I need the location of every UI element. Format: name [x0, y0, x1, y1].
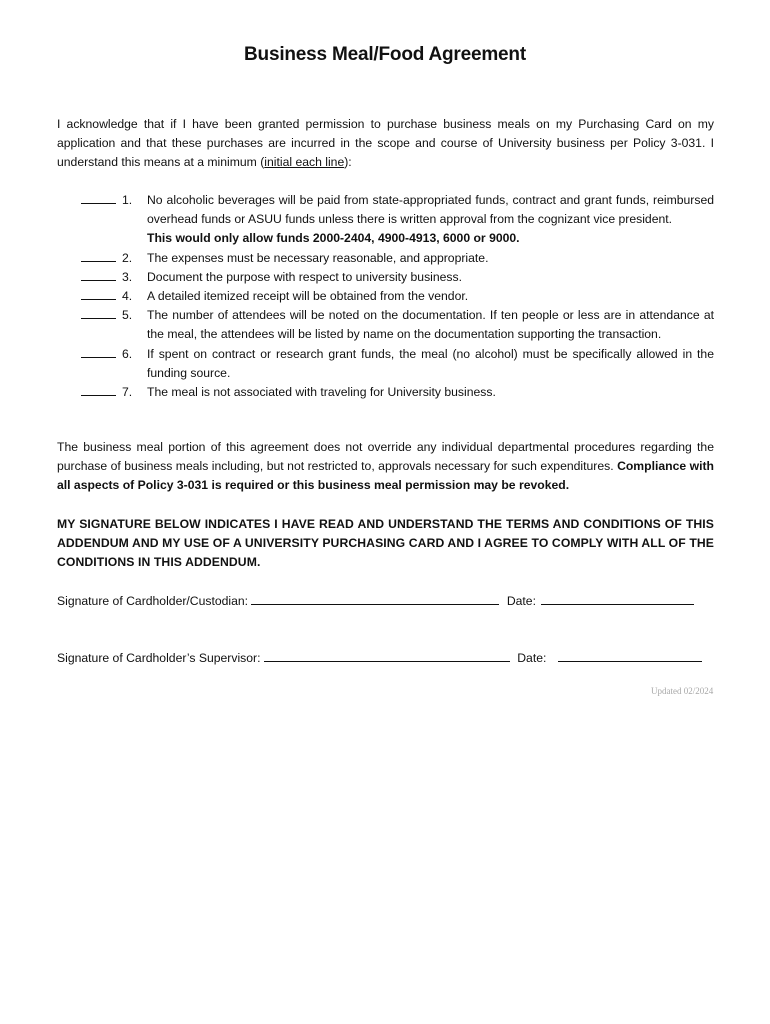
initial-line[interactable]	[81, 280, 116, 281]
intro-end: ):	[344, 155, 352, 170]
item-text: Document the purpose with respect to university business.	[147, 269, 463, 284]
cardholder-signature-row	[57, 593, 694, 608]
item-text: No alcoholic beverages will be paid from state-appropriated funds, contract and grant funds, reimbursed overhead funds or ASUU funds unless there is written approval from the cognizant vice president.	[147, 193, 714, 227]
list-item	[57, 249, 714, 268]
cardholder-signature-field[interactable]	[251, 593, 499, 605]
item-text: The expenses must be necessary reasonable, and appropriate.	[147, 250, 489, 265]
initial-line[interactable]	[81, 299, 116, 300]
item-note: This would only allow funds 2000-2404, 4900-4913, 6000 or 9000.	[147, 231, 520, 246]
agreement-list	[57, 191, 714, 402]
intro-text: I acknowledge that if I have been granted permission to purchase business meals on my Purchasing Card on my application and that these purchases are incurred in the scope and course of University business per Policy 3-031. I understand this means at a minimum (	[57, 117, 714, 170]
signature-statement: MY SIGNATURE BELOW INDICATES I HAVE READ AND UNDERSTAND THE TERMS AND CONDITIONS OF THIS ADDENDUM AND MY USE OF A UNIVERSITY PURCHASING CARD AND I AGREE TO COMPLY WITH ALL OF THE CONDITIONS IN THIS ADDENDUM.	[57, 517, 714, 570]
item-text: If spent on contract or research grant funds, the meal (no alcohol) must be specifically allowed in the funding source.	[147, 346, 714, 380]
intro-underlined-text: initial each line	[264, 155, 345, 170]
initial-line[interactable]	[81, 261, 116, 262]
supervisor-date-field[interactable]	[558, 650, 702, 662]
supervisor-signature-label: Signature of Cardholder’s Supervisor:	[57, 651, 261, 665]
cardholder-date-field[interactable]	[541, 593, 694, 605]
item-number: 5.	[122, 308, 133, 323]
item-number: 7.	[122, 385, 133, 400]
intro-paragraph	[57, 115, 714, 173]
initial-line[interactable]	[81, 203, 116, 204]
override-text: The business meal portion of this agreement does not override any individual departmental procedures regarding the purchase of business meals including, but not restricted to, approvals necessary for such expenditures.	[57, 440, 714, 474]
initial-line[interactable]	[81, 395, 116, 396]
supervisor-signature-field[interactable]	[264, 650, 510, 662]
item-number: 3.	[122, 269, 133, 284]
list-item	[57, 287, 714, 306]
item-number: 4.	[122, 289, 133, 304]
supervisor-signature-row	[57, 650, 702, 665]
item-text: A detailed itemized receipt will be obtained from the vendor.	[147, 289, 469, 304]
list-item	[57, 345, 714, 383]
list-item	[57, 306, 714, 344]
item-number: 6.	[122, 346, 133, 361]
supervisor-date-label: Date:	[517, 651, 547, 665]
cardholder-signature-label: Signature of Cardholder/Custodian:	[57, 594, 249, 608]
list-item	[57, 268, 714, 287]
compliance-text: Compliance with all aspects of Policy 3-031 is required or this business meal permission may be revoked.	[57, 459, 714, 493]
item-text: The meal is not associated with traveling for University business.	[147, 385, 496, 400]
list-item	[57, 191, 714, 249]
initial-line[interactable]	[81, 357, 116, 358]
item-text: The number of attendees will be noted on the documentation. If ten people or less are in attendance at the meal, the attendees will be listed by name on the documentation supporting the transaction.	[147, 308, 714, 342]
item-number: 1.	[122, 193, 133, 207]
updated-date: Updated 02/2024	[651, 686, 714, 696]
cardholder-date-label: Date:	[506, 594, 536, 608]
page-title: Business Meal/Food Agreement	[244, 44, 526, 65]
initial-line[interactable]	[81, 318, 116, 319]
override-paragraph	[57, 438, 714, 496]
item-number: 2.	[122, 250, 133, 265]
list-item	[57, 383, 714, 402]
